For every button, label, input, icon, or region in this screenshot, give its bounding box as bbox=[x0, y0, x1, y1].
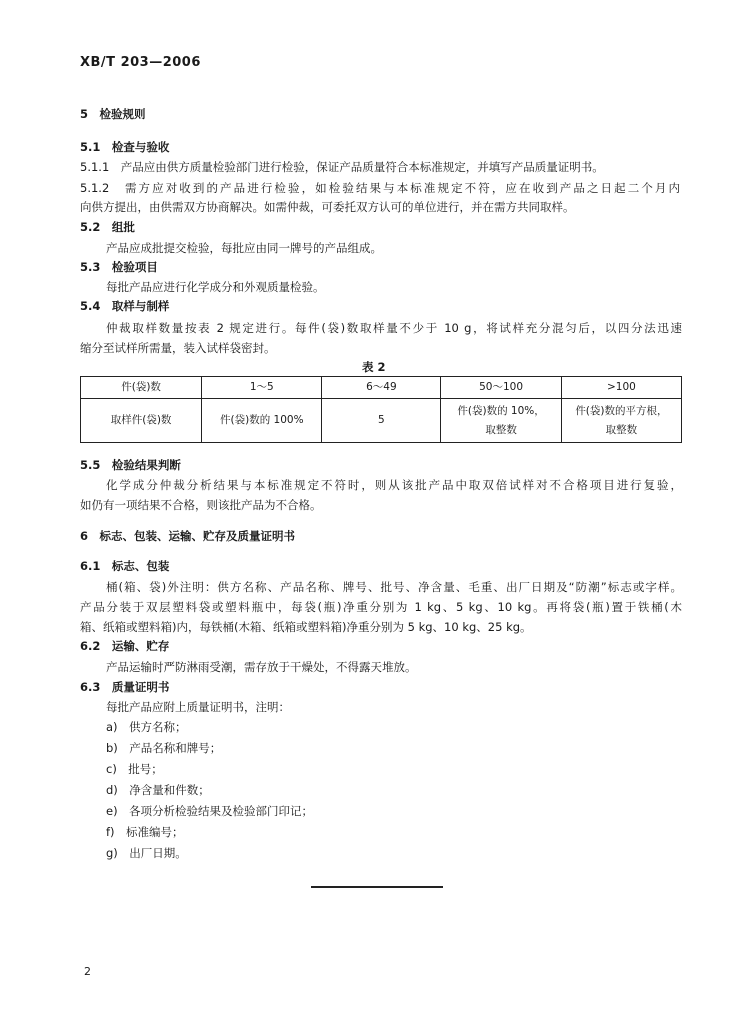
section-6-1-line2: 产品分装于双层塑料袋或塑料瓶中，每袋(瓶)净重分别为 1 kg、5 kg、10 kg。再将袋(瓶)置于铁桶(木 bbox=[80, 600, 682, 614]
section-5-1-2-line2: 向供方提出，由供需双方协商解决。如需仲裁，可委托双方认可的单位进行，并在需方共同取样。 bbox=[80, 200, 575, 214]
section-5-1-1-text: 5.1.1 产品应由供方质量检验部门进行检验，保证产品质量符合本标准规定，并填写产品质量证明书。 bbox=[80, 160, 604, 174]
section-5-3-text: 每批产品应进行化学成分和外观质量检验。 bbox=[106, 280, 325, 294]
list-item: a) 供方名称； bbox=[106, 720, 187, 734]
section-6-3-intro: 每批产品应附上质量证明书，注明： bbox=[106, 700, 290, 714]
table-cell: 件(袋)数 bbox=[81, 377, 202, 399]
page-number: 2 bbox=[84, 965, 91, 978]
section-5-1-2-line1: 5.1.2 需方应对收到的产品进行检验，如检验结果与本标准规定不符，应在收到产品之日起二个月内 bbox=[80, 181, 680, 195]
end-of-document-rule bbox=[311, 886, 443, 888]
section-5-1-title: 5.1 检查与验收 bbox=[80, 140, 170, 154]
list-item: c) 批号； bbox=[106, 762, 163, 776]
section-5-5-line2: 如仍有一项结果不合格，则该批产品为不合格。 bbox=[80, 498, 322, 512]
list-item: b) 产品名称和牌号； bbox=[106, 741, 222, 755]
section-6-1-title: 6.1 标志、包装 bbox=[80, 559, 170, 573]
section-6-2-title: 6.2 运输、贮存 bbox=[80, 639, 170, 653]
section-6-1-line1: 桶(箱、袋)外注明：供方名称、产品名称、牌号、批号、净含量、毛重、出厂日期及“防潮”标志或字样。 bbox=[106, 580, 682, 594]
section-5-4-line2: 缩分至试样所需量，装入试样袋密封。 bbox=[80, 341, 276, 355]
section-5-5-line1: 化学成分仲裁分析结果与本标准规定不符时，则从该批产品中取双倍试样对不合格项目进行复验， bbox=[106, 478, 682, 492]
table-cell: 50～100 bbox=[441, 377, 562, 399]
section-6-3-title: 6.3 质量证明书 bbox=[80, 680, 170, 694]
table-cell: 取样件(袋)数 bbox=[81, 399, 202, 443]
table-cell bbox=[441, 399, 562, 443]
section-6-title: 6 标志、包装、运输、贮存及质量证明书 bbox=[80, 529, 295, 543]
table-2 bbox=[80, 376, 682, 443]
table-cell: >100 bbox=[561, 377, 681, 399]
table-cell: 6～49 bbox=[322, 377, 441, 399]
table-cell: 5 bbox=[322, 399, 441, 443]
table-2-caption: 表 2 bbox=[362, 360, 386, 374]
section-5-4-title: 5.4 取样与制样 bbox=[80, 299, 170, 313]
table-cell-line: 件(袋)数的平方根， bbox=[575, 404, 668, 417]
table-cell: 1～5 bbox=[202, 377, 322, 399]
section-5-2-title: 5.2 组批 bbox=[80, 220, 135, 234]
table-cell bbox=[561, 399, 681, 443]
table-row bbox=[81, 399, 682, 443]
section-5-4-line1: 仲裁取样数量按表 2 规定进行。每件(袋)数取样量不少于 10 g，将试样充分混匀后，以四分法迅速 bbox=[106, 321, 682, 335]
table-row bbox=[81, 377, 682, 399]
section-6-1-line3: 箱、纸箱或塑料箱)内，每铁桶(木箱、纸箱或塑料箱)净重分别为 5 kg、10 kg、25 kg。 bbox=[80, 620, 532, 634]
standard-number: XB/T 203—2006 bbox=[80, 55, 201, 70]
list-item: f) 标准编号； bbox=[106, 825, 184, 839]
list-item: g) 出厂日期。 bbox=[106, 846, 187, 860]
section-5-5-title: 5.5 检验结果判断 bbox=[80, 458, 181, 472]
list-item: e) 各项分析检验结果及检验部门印记； bbox=[106, 804, 314, 818]
section-5-2-text: 产品应成批提交检验，每批应由同一牌号的产品组成。 bbox=[106, 241, 382, 255]
list-item: d) 净含量和件数； bbox=[106, 783, 210, 797]
table-cell-line: 取整数 bbox=[605, 423, 638, 436]
table-cell: 件(袋)数的 100% bbox=[202, 399, 322, 443]
section-5-title: 5 检验规则 bbox=[80, 107, 146, 121]
table-cell-line: 取整数 bbox=[485, 423, 517, 436]
section-6-2-text: 产品运输时严防淋雨受潮，需存放于干燥处，不得露天堆放。 bbox=[106, 660, 417, 674]
section-5-3-title: 5.3 检验项目 bbox=[80, 260, 158, 274]
table-cell-line: 件(袋)数的 10%， bbox=[457, 404, 545, 417]
